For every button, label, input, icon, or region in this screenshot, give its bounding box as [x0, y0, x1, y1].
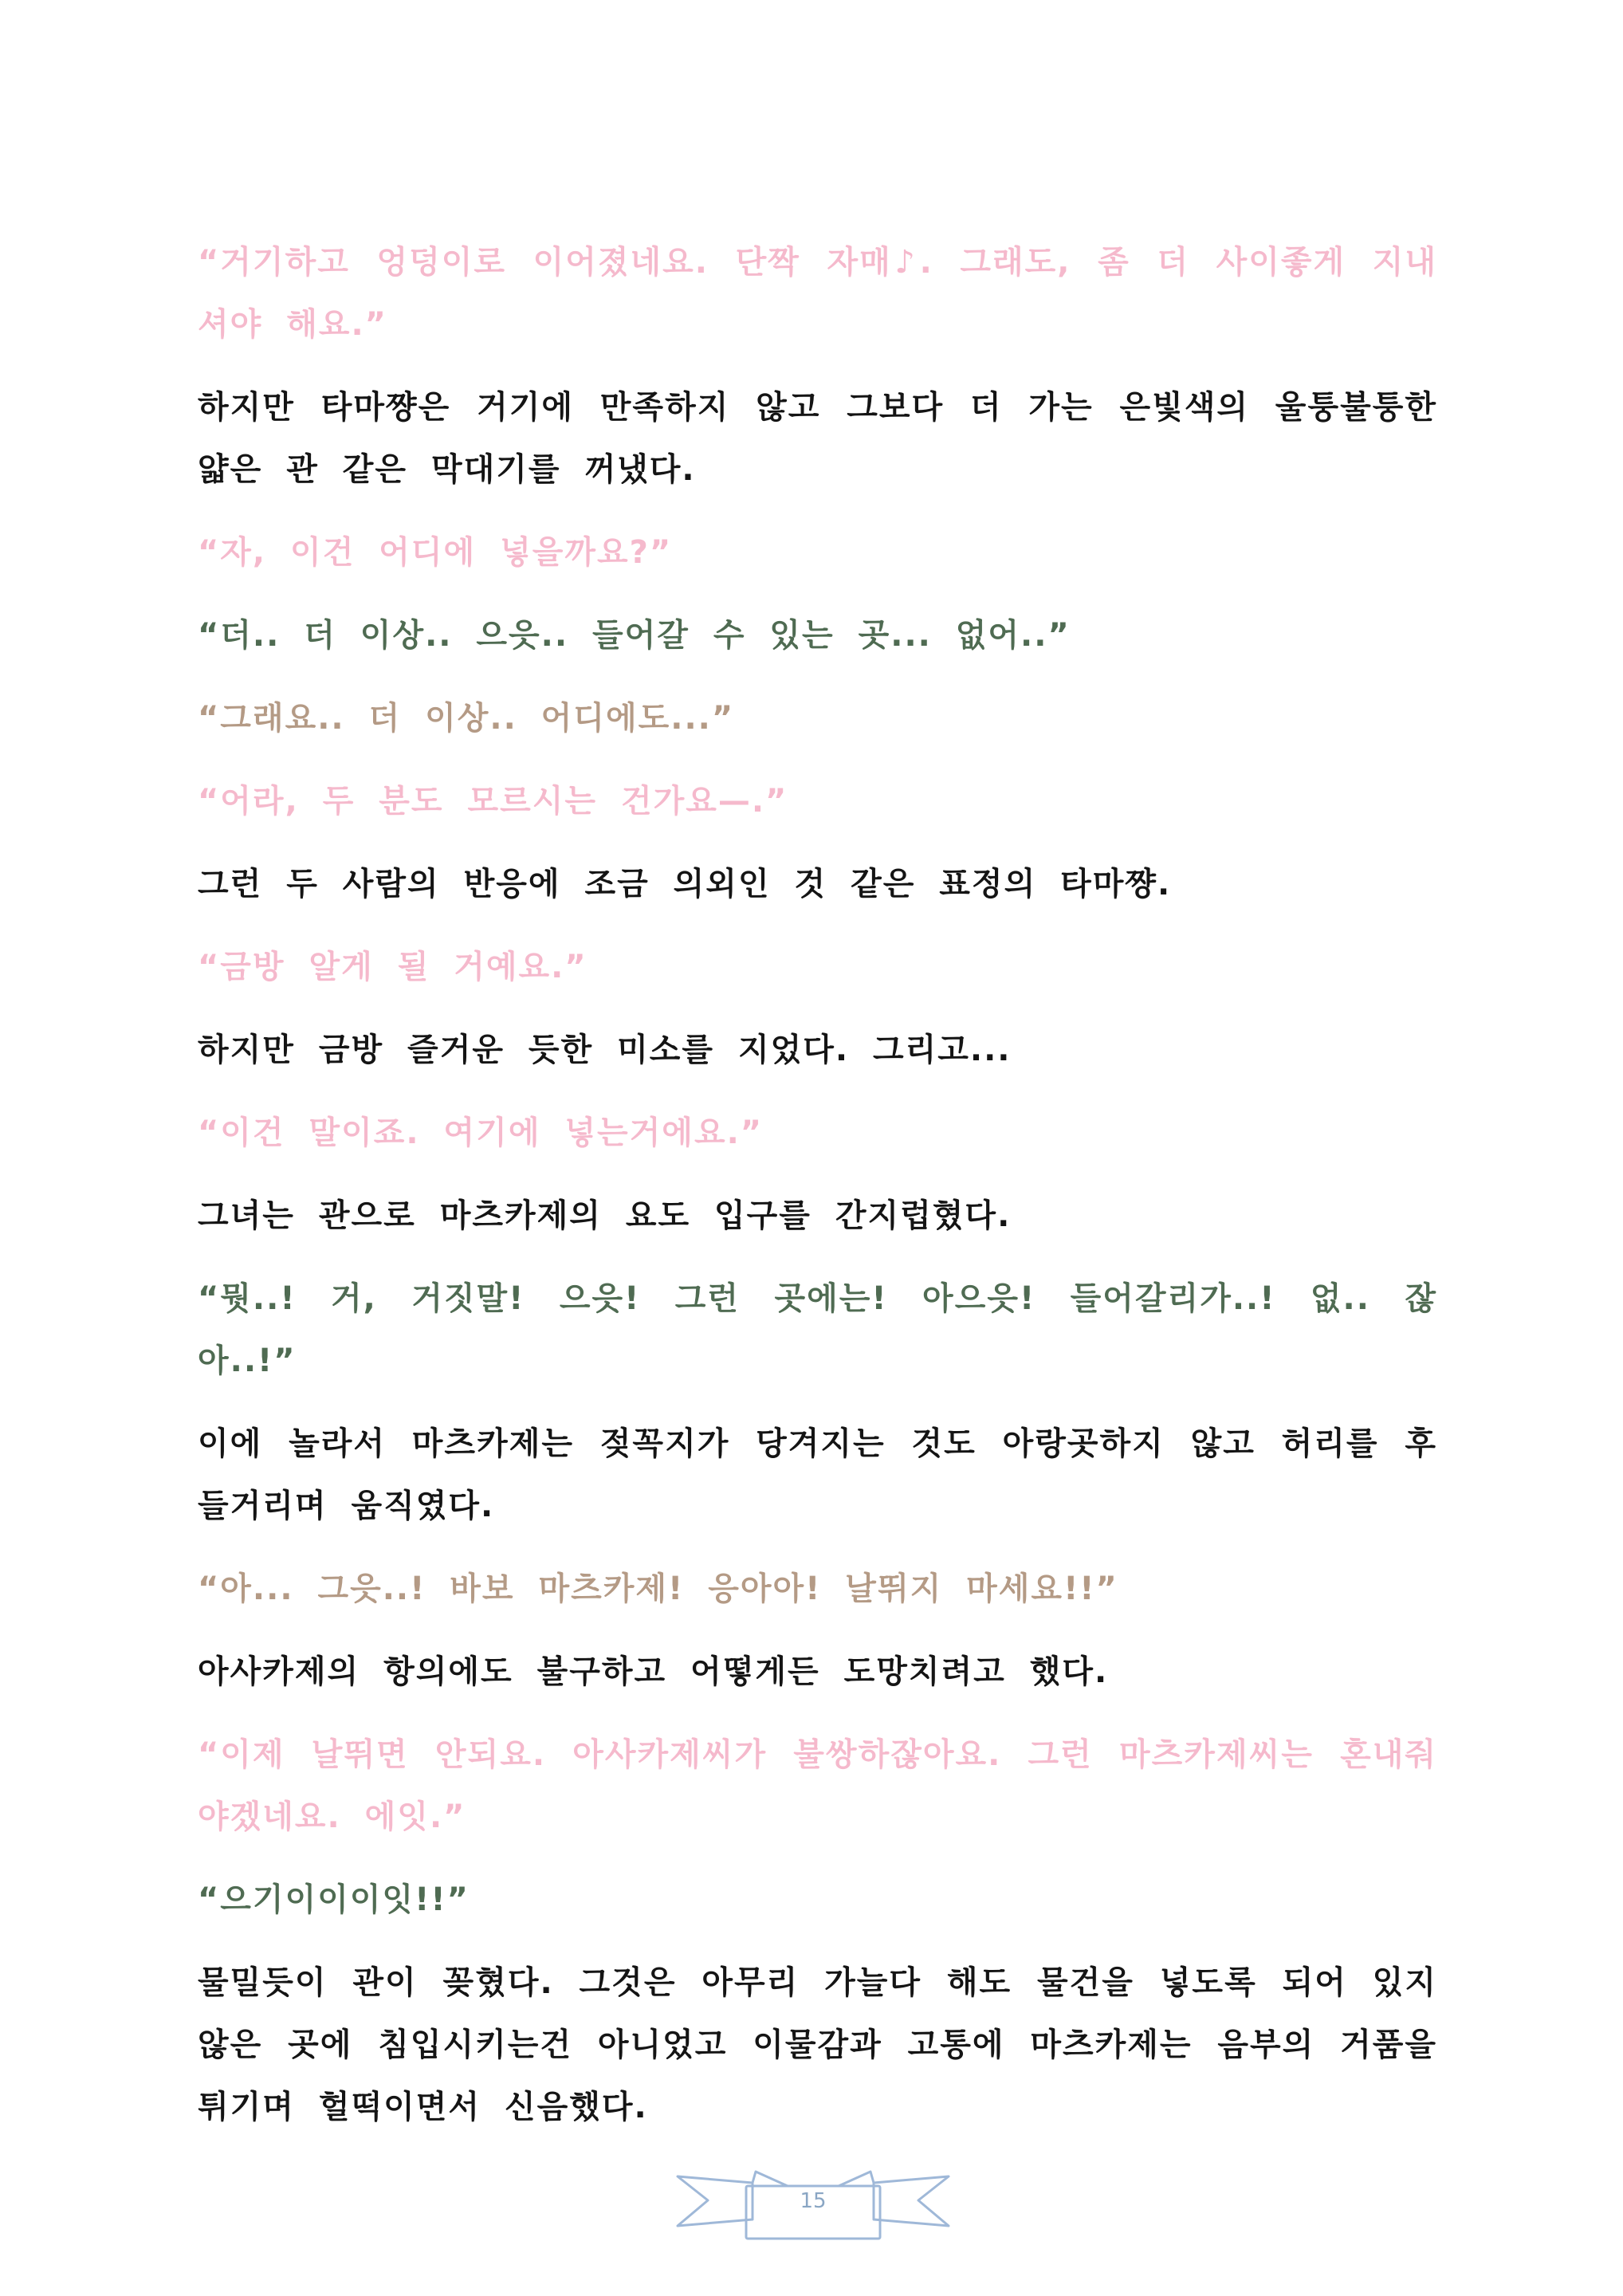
page-footer: [676, 2162, 950, 2242]
dialogue-matsukaze-2: “뭣..! 거, 거짓말! 으읏! 그런 곳에는! 아으읏! 들어갈리가..! 없.. 잖아..!”: [198, 1280, 1437, 1379]
dialogue-tama-1: “거기하고 엉덩이로 이어졌네요. 단짝 자매♪. 그래도, 좀 더 사이좋게 지내셔야 해요.”: [198, 244, 1437, 343]
narration-1: 하지만 타마쨩은 거기에 만족하지 않고 그보다 더 가는 은빛색의 울퉁불퉁한 얇은 관 같은 막대기를 꺼냈다.: [198, 389, 1437, 488]
narration-7: 물밀듯이 관이 꽂혔다. 그것은 아무리 가늘다 해도 물건을 넣도록 되어 있지 않은 곳에 침입시키는건 아니었고 이물감과 고통에 마츠카제는 음부의 거품을 튀기며 헐떡이면서 신음했다.: [198, 1964, 1437, 2125]
dialogue-tama-5: “이건 말이죠. 여기에 넣는거에요.”: [198, 1115, 764, 1151]
dialogue-tama-6: “이제 날뛰면 안되요. 아사카제씨가 불쌍하잖아요. 그런 마츠카제씨는 혼내줘야겠네요. 에잇.”: [198, 1736, 1437, 1835]
dialogue-matsukaze-3: “으기이이이잇!!”: [198, 1881, 470, 1918]
narration-4: 그녀는 관으로 마츠카제의 요도 입구를 간지럽혔다.: [198, 1197, 1012, 1234]
narration-6: 아사카제의 항의에도 불구하고 어떻게든 도망치려고 했다.: [198, 1653, 1109, 1690]
narration-5: 이에 놀라서 마츠카제는 젖꼭지가 당겨지는 것도 아랑곳하지 않고 허리를 후들거리며 움직였다.: [198, 1425, 1437, 1524]
dialogue-tama-4: “금방 알게 될 거예요.”: [198, 949, 588, 985]
dialogue-asakaze-1: “그래요.. 더 이상.. 어디에도...”: [198, 700, 735, 737]
document-body: [198, 231, 1437, 2159]
narration-2: 그런 두 사람의 반응에 조금 의외인 것 같은 표정의 타마쨩.: [198, 866, 1172, 902]
narration-3: 하지만 금방 즐거운 듯한 미소를 지었다. 그리고...: [198, 1032, 1012, 1068]
dialogue-tama-2: “자, 이건 어디에 넣을까요?”: [198, 534, 673, 571]
page-number: 15: [800, 2189, 827, 2213]
dialogue-tama-3: “어라, 두 분도 모르시는 건가요—.”: [198, 783, 788, 820]
dialogue-matsukaze-1: “더.. 더 이상.. 으읏.. 들어갈 수 있는 곳... 없어..”: [198, 617, 1071, 654]
dialogue-asakaze-2: “아... 그읏..! 바보 마츠카제! 응아아! 날뛰지 마세요!!”: [198, 1571, 1118, 1607]
